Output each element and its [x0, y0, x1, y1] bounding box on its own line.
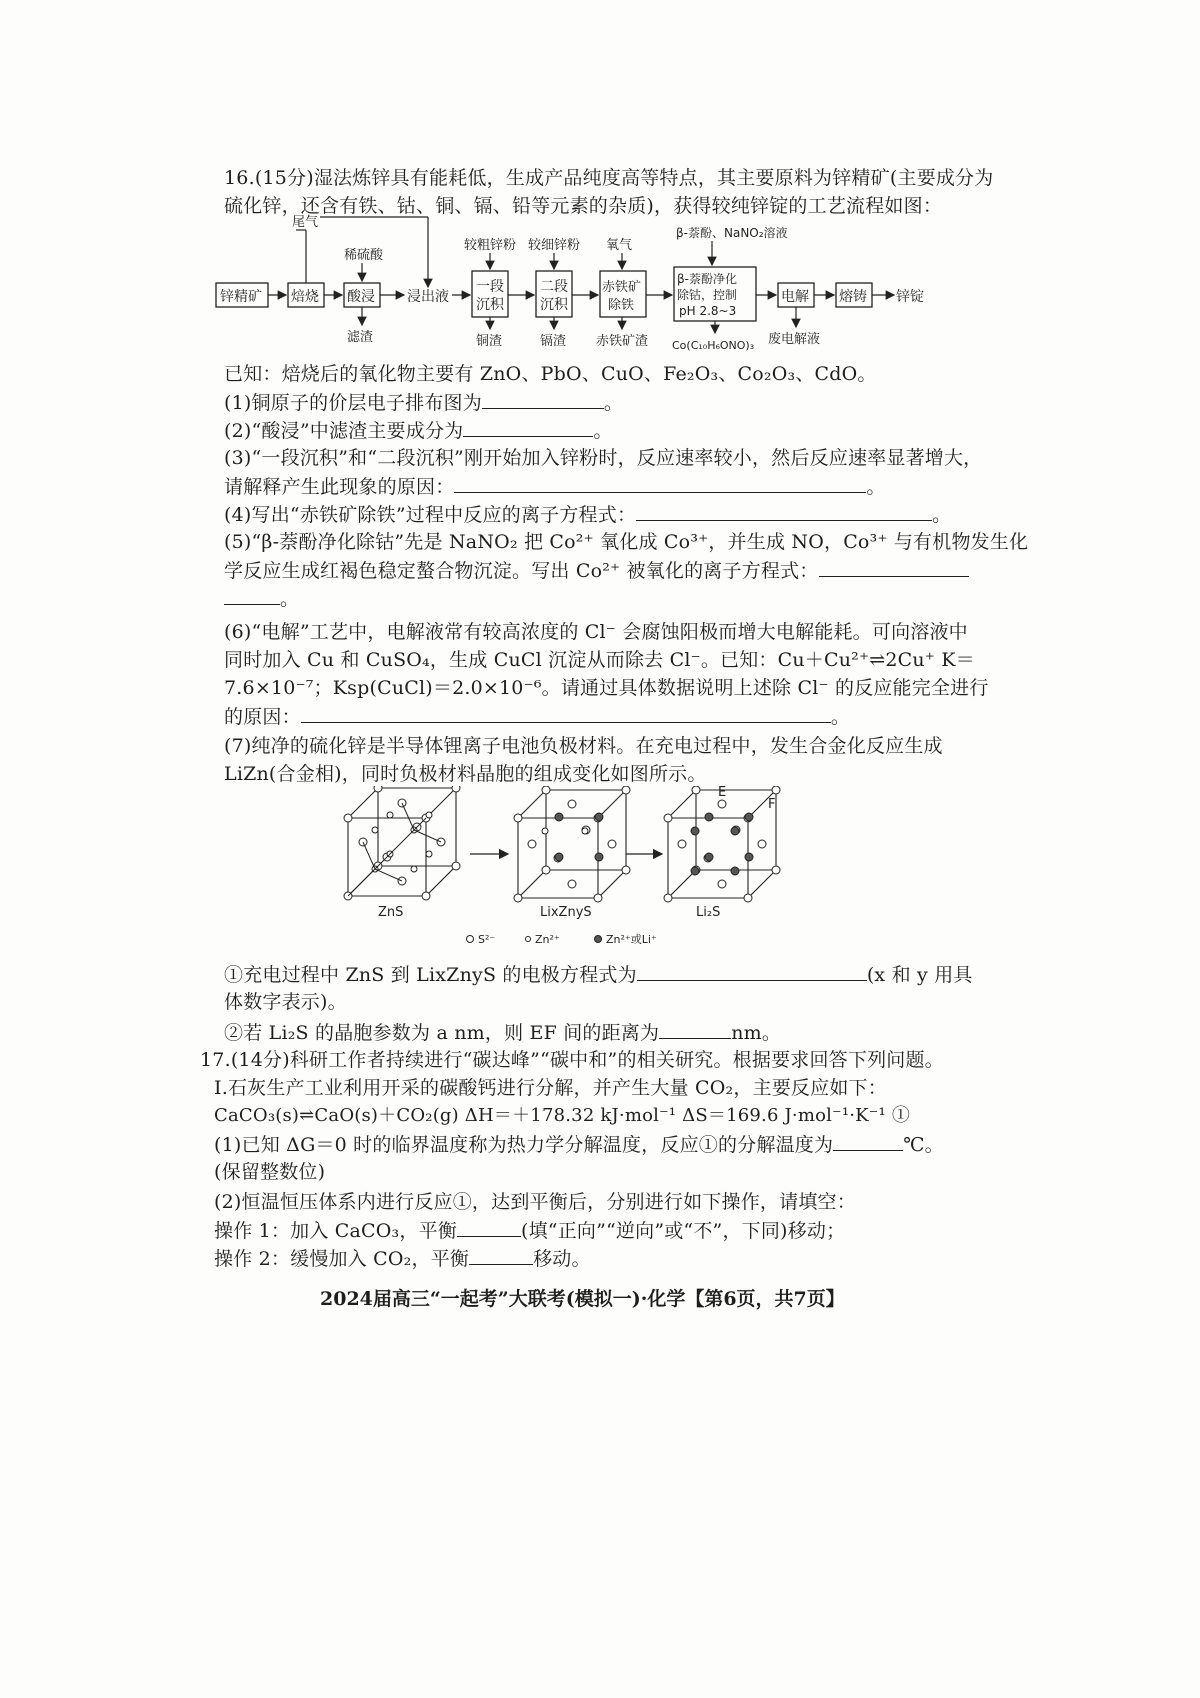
- li2s-cell-anion-atom: [664, 894, 672, 902]
- lixznys-cell-anion-atom: [594, 894, 602, 902]
- answer-blank[interactable]: [457, 1218, 521, 1237]
- answer-blank[interactable]: [454, 474, 866, 493]
- q16-p6-text: 的原因：: [224, 706, 301, 728]
- lixznys-cell-anion-atom: [514, 814, 522, 822]
- li2s-cell-edge: [668, 870, 696, 898]
- q17-equation: CaCO₃(s)⇌CaO(s)＋CO₂(g) ΔH＝＋178.32 kJ·mol⁻¹ ΔS＝169.6 J·mol⁻¹·K⁻¹ ①: [214, 1105, 911, 1126]
- q17-op1-tail: (填“正向”“逆向”或“不”，下同)移动；: [520, 1220, 846, 1242]
- li2s-cell-anion-atom: [692, 786, 700, 794]
- lixznys-cell-anion-atom: [528, 840, 536, 848]
- q16-p6-line4: 的原因： 。: [224, 706, 851, 728]
- q17-p1-text: (1)已知 ΔG＝0 时的临界温度称为热力学分解温度，反应①的分解温度为: [214, 1134, 834, 1156]
- legend-znli-label: Zn²⁺或Li⁺: [606, 933, 657, 946]
- q16-p5-line3: 。: [224, 586, 299, 611]
- li2s-cell-anion-atom: [772, 866, 780, 874]
- q16-p3-line2: 请解释产生此现象的原因： 。: [224, 476, 886, 498]
- answer-blank[interactable]: [301, 704, 831, 723]
- cell-label-zns: ZnS: [378, 905, 404, 920]
- li2s-cell-edge: [668, 790, 696, 818]
- q17-op2-text: 操作 2：缓慢加入 CO₂，平衡: [214, 1248, 470, 1270]
- purify-label-a: β-萘酚净化: [677, 272, 737, 286]
- cell-label-li2s: Li₂S: [696, 905, 721, 920]
- answer-blank[interactable]: [819, 558, 969, 577]
- answer-blank[interactable]: [637, 962, 867, 981]
- lixznys-cell-anion-atom: [568, 880, 576, 888]
- answer-blank[interactable]: [659, 1020, 731, 1039]
- ingot-label: 锌锭: [896, 289, 924, 305]
- legend-zn-marker: [526, 937, 531, 942]
- li2s-cell-anion-atom: [772, 786, 780, 794]
- legend-znli-marker: [595, 936, 602, 943]
- lixznys-cell-cation-atom: [595, 813, 603, 821]
- crystal-cells: [344, 786, 780, 902]
- crystal-cell-diagram: [0, 786, 1200, 956]
- legend-s-label: S²⁻: [478, 933, 496, 946]
- leachate-label: 浸出液: [407, 289, 449, 305]
- lixznys-cell-cation-atom: [582, 828, 588, 834]
- hematite-residue-label: 赤铁矿渣: [596, 334, 649, 349]
- tail-gas-label: 尾气: [292, 215, 319, 230]
- q16-p3-text: 请解释产生此现象的原因：: [224, 476, 455, 498]
- lixznys-cell-edge: [598, 790, 626, 818]
- li2s-cell-cation-atom: [705, 813, 713, 821]
- li2s-cell-anion-atom: [758, 840, 766, 848]
- zns-cell-cation-atom: [372, 827, 378, 833]
- page-footer: 2024届高三“一起考”大联考(模拟一)·化学【第6页，共7页】: [320, 1288, 845, 1310]
- q16-p3-line1: (3)“一段沉积”和“二段沉积”刚开始加入锌粉时，反应速率较小，然后反应速率显著增大，: [224, 447, 983, 469]
- zns-cell-anion-atom: [452, 786, 460, 792]
- lixznys-cell-cation-atom: [555, 813, 563, 821]
- lixznys-cell-anion-atom: [622, 786, 630, 794]
- q16-p4-text: (4)写出“赤铁矿除铁”过程中反应的离子方程式：: [224, 504, 637, 526]
- dilute-acid-label: 稀硫酸: [344, 248, 384, 263]
- cell-label-lixznys: LixZnyS: [540, 905, 592, 920]
- zns-cell-bond: [375, 869, 402, 881]
- li2s-cell-anion-atom: [664, 814, 672, 822]
- q16-p1-text: (1)铜原子的价层电子排布图为: [224, 392, 482, 414]
- q16-p7-2-text: ②若 Li₂S 的晶胞参数为 a nm，则 EF 间的距离为: [224, 1022, 660, 1044]
- zns-cell-cation-atom: [426, 851, 432, 857]
- q17-op2: [214, 1246, 591, 1271]
- li2s-cell-cation-atom: [691, 867, 699, 875]
- li2s-cell-cation-atom: [691, 827, 699, 835]
- zns-cell-cation-atom: [426, 812, 432, 818]
- q17-op1: [214, 1218, 845, 1243]
- q16-p7-2-tail: nm。: [731, 1022, 782, 1044]
- q16-p7-line1: (7)纯净的硫化锌是半导体锂离子电池负极材料。在充电过程中，发生合金化反应生成: [224, 735, 943, 757]
- li2s-cell-cation-atom: [705, 853, 713, 861]
- q17-p1-unit: ℃。: [903, 1134, 944, 1156]
- answer-blank[interactable]: [463, 418, 593, 437]
- zns-cell-anion-atom: [422, 892, 430, 900]
- lixznys-cell-anion-atom: [568, 800, 576, 808]
- answer-blank[interactable]: [636, 502, 932, 521]
- answer-blank[interactable]: [482, 390, 604, 409]
- answer-blank[interactable]: [224, 586, 280, 605]
- legend-s-marker: [467, 936, 474, 943]
- lixznys-cell-edge: [598, 870, 626, 898]
- zns-cell-cation-atom: [411, 866, 417, 872]
- zns-cell-bond: [414, 830, 441, 842]
- lixznys-cell-anion-atom: [542, 786, 550, 794]
- q16-p6-line1: (6)“电解”工艺中，电解液常有较高浓度的 Cl⁻ 会腐蚀阳极而增大电解能耗。可向溶液中: [224, 621, 968, 643]
- q16-p7-1-line2: 体数字表示)。: [224, 991, 347, 1013]
- lixznys-cell-cation-atom: [555, 853, 563, 861]
- legend-zn-label: Zn²⁺: [535, 933, 560, 946]
- ore-label: 锌精矿: [220, 289, 262, 305]
- stage2-label-b: 沉积: [540, 297, 568, 313]
- q16-p2-text: (2)“酸浸”中滤渣主要成分为: [224, 420, 464, 442]
- li2s-cell-cation-atom: [731, 827, 739, 835]
- q16-heading-line1: 16.(15分)湿法炼锌具有能耗低，生成产品纯度高等特点，其主要原料为锌精矿(主要成分为: [224, 167, 994, 189]
- point-e-label: E: [718, 786, 727, 800]
- casting-label: 熔铸: [839, 289, 867, 305]
- co-product-label: Co(C₁₀H₆ONO)₃: [672, 339, 755, 352]
- q17-heading: 17.(14分)科研工作者持续进行“碳达峰”“碳中和”的相关研究。根据要求回答下列问题。: [200, 1049, 944, 1071]
- stage1-label-b: 沉积: [476, 297, 504, 313]
- q16-known: 已知：焙烧后的氧化物主要有 ZnO、PbO、CuO、Fe₂O₃、Co₂O₃、CdO。: [224, 363, 877, 385]
- hematite-label-a: 赤铁矿: [602, 280, 642, 295]
- lixznys-cell-anion-atom: [514, 894, 522, 902]
- q16-p5-line1: (5)“β-萘酚净化除钴”先是 NaNO₂ 把 Co²⁺ 氧化成 Co³⁺，并生成 NO，Co³⁺ 与有机物发生化: [224, 531, 1029, 553]
- fine-zn-label: 较细锌粉: [528, 238, 581, 253]
- lixznys-cell-edge: [518, 870, 546, 898]
- q16-p5-text: 学反应生成红褐色稳定螯合物沉淀。写出 Co²⁺ 被氧化的离子方程式：: [224, 560, 819, 582]
- q16-p7-1-text: ①充电过程中 ZnS 到 LixZnyS 的电极方程式为: [224, 964, 637, 986]
- q16-p1: (1)铜原子的价层电子排布图为 。: [224, 392, 624, 414]
- q17-section1: Ⅰ.石灰生产工业利用开采的碳酸钙进行分解，并产生大量 CO₂，主要反应如下：: [214, 1077, 887, 1099]
- lixznys-cell-edge: [518, 790, 546, 818]
- oxygen-label: 氧气: [606, 238, 633, 253]
- li2s-cell-anion-atom: [718, 880, 726, 888]
- coarse-zn-label: 较粗锌粉: [464, 238, 517, 253]
- reagent-label: β-萘酚、NaNO₂溶液: [676, 226, 788, 240]
- stage2-label-a: 二段: [540, 279, 568, 295]
- acid-leach-label: 酸浸: [347, 289, 375, 305]
- q16-p4: (4)写出“赤铁矿除铁”过程中反应的离子方程式： 。: [224, 504, 952, 526]
- q16-heading-line2: 硫化锌，还含有铁、钴、铜、镉、铅等元素的杂质)，获得较纯锌锭的工艺流程如图：: [224, 195, 943, 217]
- stage1-label-a: 一段: [476, 279, 504, 295]
- zns-cell-cation-atom: [387, 812, 393, 818]
- q16-p7-2: [224, 1020, 781, 1045]
- q16-p6-line2: 同时加入 Cu 和 CuSO₄，生成 CuCl 沉淀从而除去 Cl⁻。已知：Cu＋Cu²⁺⇌2Cu⁺ K＝: [224, 649, 975, 671]
- lixznys-cell-cation-atom: [542, 828, 548, 834]
- cu-residue-label: 铜渣: [476, 334, 503, 349]
- q17-p1: [214, 1132, 944, 1157]
- q16-p7-1-tail: (x 和 y 用具: [866, 964, 973, 986]
- zns-cell-anion-atom: [374, 786, 382, 792]
- filter-residue-label: 滤渣: [347, 330, 374, 345]
- waste-liquid-label: 废电解液: [768, 332, 821, 347]
- li2s-cell-edge: [748, 870, 776, 898]
- li2s-cell-cation-atom: [731, 867, 739, 875]
- zns-cell-edge: [426, 866, 456, 896]
- answer-blank[interactable]: [833, 1132, 903, 1151]
- q17-op1-text: 操作 1：加入 CaCO₃，平衡: [214, 1220, 457, 1242]
- q16-p7-1-line1: [224, 962, 973, 987]
- zns-cell-bond: [387, 830, 414, 857]
- q17-op2-tail: 移动。: [533, 1248, 591, 1270]
- li2s-cell-anion-atom: [744, 894, 752, 902]
- purify-label-b: 除钴，控制: [677, 288, 738, 302]
- lixznys-cell-cation-atom: [595, 853, 603, 861]
- cd-residue-label: 镉渣: [540, 334, 567, 349]
- roast-label: 焙烧: [291, 289, 319, 305]
- lixznys-cell-anion-atom: [622, 866, 630, 874]
- process-flow-diagram: [0, 205, 1200, 365]
- answer-blank[interactable]: [469, 1246, 533, 1265]
- point-f-label: F: [768, 797, 776, 812]
- q17-p2: (2)恒温恒压体系内进行反应①，达到平衡后，分别进行如下操作，请填空：: [214, 1191, 856, 1213]
- q17-p1-note: (保留整数位): [214, 1161, 326, 1183]
- q16-p2: (2)“酸浸”中滤渣主要成分为 。: [224, 420, 613, 442]
- purify-label-c: pH 2.8~3: [679, 304, 737, 318]
- zns-cell-bond: [348, 869, 375, 896]
- electrolysis-label: 电解: [781, 289, 809, 305]
- zns-cell-bond: [363, 842, 375, 869]
- q16-p7-line2: LiZn(合金相)，同时负极材料晶胞的组成变化如图所示。: [224, 763, 707, 785]
- li2s-cell-cation-atom: [745, 853, 753, 861]
- li2s-cell-anion-atom: [718, 800, 726, 808]
- zns-cell-edge: [348, 788, 378, 818]
- zns-cell-anion-atom: [452, 862, 460, 870]
- li2s-cell-anion-atom: [678, 840, 686, 848]
- hematite-label-b: 除铁: [608, 298, 635, 313]
- li2s-cell-cation-atom: [745, 813, 753, 821]
- zns-cell-anion-atom: [344, 814, 352, 822]
- q16-p6-line3: 7.6×10⁻⁷；Ksp(CuCl)＝2.0×10⁻⁶。请通过具体数据说明上述除 Cl⁻ 的反应能完全进行: [224, 677, 989, 699]
- lixznys-cell-anion-atom: [608, 840, 616, 848]
- zns-cell-bond: [402, 803, 414, 830]
- q16-p5-line2: [224, 558, 969, 583]
- lixznys-cell-anion-atom: [542, 866, 550, 874]
